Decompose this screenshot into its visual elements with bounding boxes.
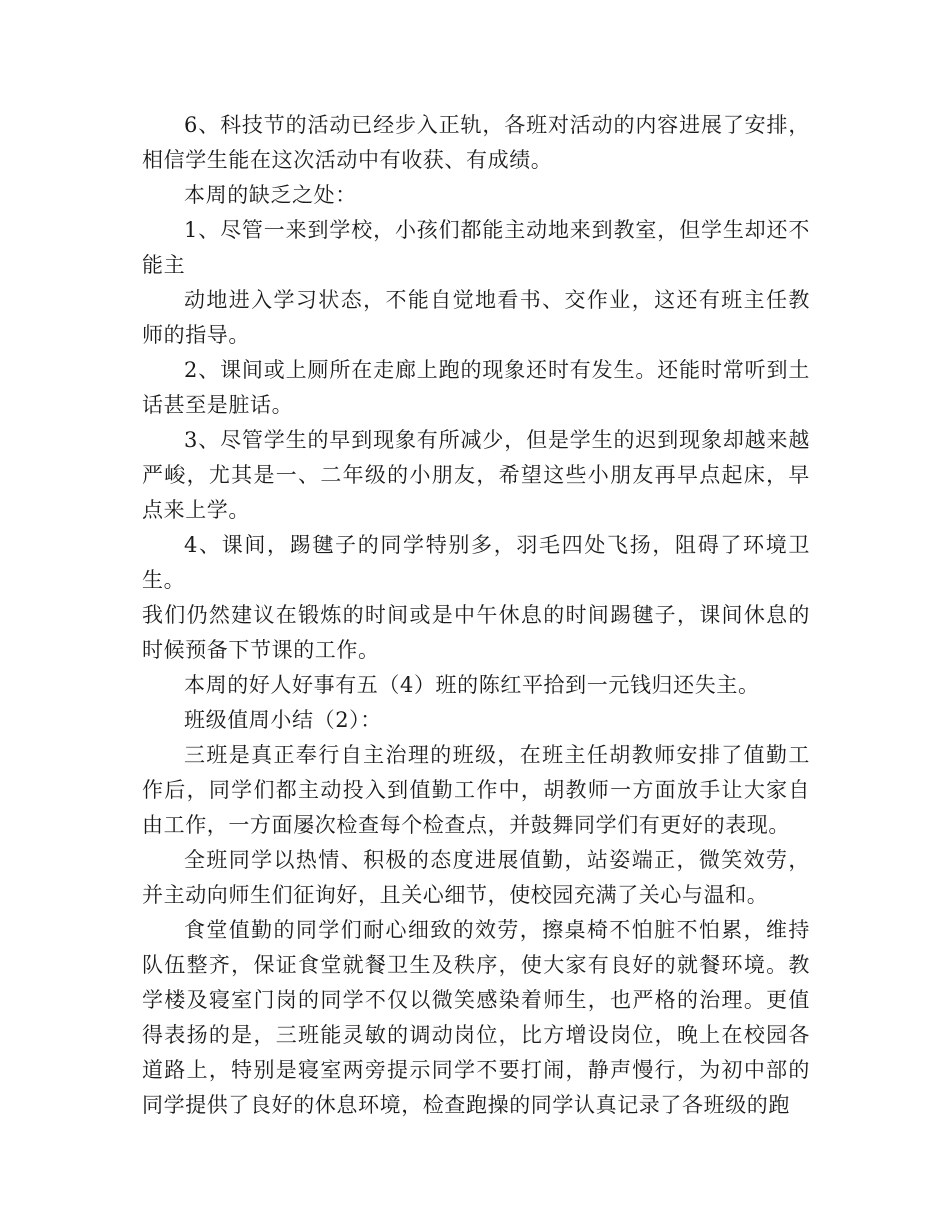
paragraph-shortcoming-2: 2、课间或上厕所在走廊上跑的现象还时有发生。还能时常听到土话甚至是脏话。: [142, 358, 810, 417]
paragraph-shortcoming-4: 4、课间，踢毽子的同学特别多，羽毛四处飞扬，阻碍了环境卫生。: [142, 533, 810, 592]
paragraph-shortcoming-1-continued: 动地进入学习状态，不能自觉地看书、交作业，这还有班主任教师的指导。: [142, 288, 810, 347]
paragraph-tech-festival: 6、科技节的活动已经步入正轨，各班对活动的内容进展了安排，相信学生能在这次活动中有收获、有成绩。: [142, 113, 810, 172]
paragraph-shortcomings-heading: 本周的缺乏之处：: [184, 183, 357, 207]
paragraph-good-deeds: 本周的好人好事有五（4）班的陈红平拾到一元钱归还失主。: [184, 673, 760, 697]
paragraph-class-summary-heading: 班级值周小结（2）：: [184, 708, 382, 732]
paragraph-class-attitude: 全班同学以热情、积极的态度进展值勤，站姿端正，微笑效劳，并主动向师生们征询好，且关心细节，使校园充满了关心与温和。: [142, 848, 810, 907]
paragraph-shortcoming-4-continued: 我们仍然建议在锻炼的时间或是中午休息的时间踢毽子，课间休息的时候预备下节课的工作。: [142, 603, 810, 662]
paragraph-class-three-self-management: 三班是真正奉行自主治理的班级，在班主任胡教师安排了值勤工作后，同学们都主动投入到值勤工作中，胡教师一方面放手让大家自由工作，一方面屡次检查每个检查点，并鼓舞同学们有更好的表现。: [142, 743, 810, 837]
document-body: [142, 108, 810, 1123]
paragraph-shortcoming-3: 3、尽管学生的早到现象有所减少，但是学生的迟到现象却越来越严峻，尤其是一、二年级的小朋友，希望这些小朋友再早点起床，早点来上学。: [142, 428, 810, 522]
paragraph-canteen-duty: 食堂值勤的同学们耐心细致的效劳，擦桌椅不怕脏不怕累，维持队伍整齐，保证食堂就餐卫生及秩序，使大家有良好的就餐环境。教学楼及寝室门岗的同学不仅以微笑感染着师生，也严格的治理。更值得表扬的是，三班能灵敏的调动岗位，比方增设岗位，晚上在校园各道路上，特别是寝室两旁提示同学不要打闹，静声慢行，为初中部的同学提供了良好的休息环境，检查跑操的同学认真记录了各班级的跑: [142, 918, 810, 1117]
paragraph-shortcoming-1: 1、尽管一来到学校，小孩们都能主动地来到教室，但学生却还不能主: [142, 218, 810, 277]
